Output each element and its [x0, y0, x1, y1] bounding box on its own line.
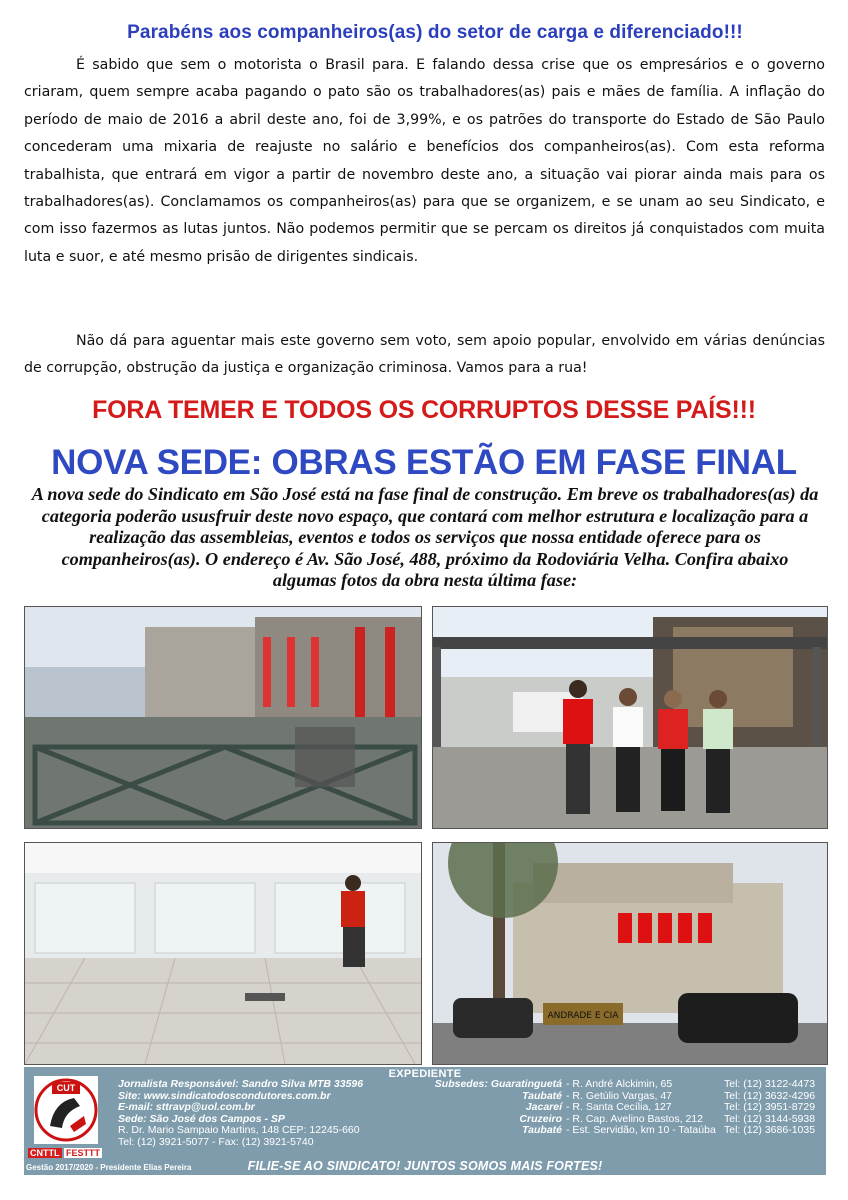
footer-contacts — [118, 1079, 418, 1148]
subsede-row — [424, 1125, 824, 1137]
page-title: Parabéns aos companheiros(as) do setor de carga e diferenciado!!! — [127, 22, 743, 43]
dumpster-text: ANDRADE E CIA — [547, 1011, 619, 1021]
gestao-text: Gestão 2017/2020 - Presidente Elias Pereira — [26, 1163, 192, 1172]
article-paragraph-1: É sabido que sem o motorista o Brasil para. E falando dessa crise que os empresários e o governo criaram, quem sempre acaba pagando o pato são os trabalhadores(as) pais e mães de família. A inflação do período de maio de 2016 a abril deste ano, foi de 3,99%, e os patrões do transporte do Estado de São Paulo concederam uma mixaria de reajuste no salário e benefícios dos companheiros(as). Com esta reforma trabalhista, que entrará em vigor a partir de novembro deste ano, a situação vai piorar ainda mais para os trabalhadores(as). Conclamamos os companheiros(as) para que se organizem, e se unam ao seu Sindicato, e com isso fazermos as lutas juntos. Não podemos permitir que se percam os direitos já conquistados com muita luta e suor, e até mesmo prisão de dirigentes sindicais. — [24, 57, 825, 265]
sede-address: R. Dr. Mario Sampaio Martins, 148 CEP: 12245-660 — [118, 1124, 360, 1136]
photo-building-facade — [24, 606, 422, 829]
subsede-phone: Tel: (12) 3951-8729 — [724, 1101, 816, 1113]
subsede-phone: Tel: (12) 3122-4473 — [724, 1078, 816, 1090]
email-link[interactable]: E-mail: sttravp@uol.com.br — [118, 1101, 255, 1113]
logo-cut-text: CUT — [56, 1083, 76, 1093]
jornalista-text: Jornalista Responsável: Sandro Silva MTB 33596 — [118, 1078, 364, 1090]
subsede-label: Taubaté — [522, 1124, 562, 1136]
festtt-logo: FESTTT — [66, 1148, 100, 1158]
news-headline: NOVA SEDE: OBRAS ESTÃO EM FASE FINAL — [51, 443, 797, 482]
sede-phone: Tel: (12) 3921-5077 - Fax: (12) 3921-5740 — [118, 1135, 314, 1148]
photo-group-at-site — [432, 606, 828, 829]
subsede-label: Cruzeiro — [519, 1112, 562, 1125]
subsede-address: - R. Cap. Avelino Bastos, 212 — [566, 1112, 703, 1125]
political-slogan: FORA TEMER E TODOS OS CORRUPTOS DESSE PAÍS!!! — [92, 396, 756, 424]
subsede-address: - Est. Servidão, km 10 - Tataúba — [566, 1124, 716, 1136]
subsede-label: Jacareí — [525, 1101, 562, 1113]
subsede-address: - R. André Alckimin, 65 — [566, 1078, 673, 1090]
footer-expediente — [24, 1067, 826, 1175]
sede-text: Sede: São José dos Campos - SP — [118, 1112, 285, 1125]
subsede-phone: Tel: (12) 3632-4296 — [724, 1089, 816, 1102]
subsedes-list — [424, 1079, 824, 1137]
site-link[interactable]: Site: www.sindicatodoscondutores.com.br — [118, 1089, 331, 1102]
photo-street-view — [432, 842, 828, 1065]
article-paragraph-2: Não dá para aguentar mais este governo sem voto, sem apoio popular, envolvido em várias denúncias de corrupção, obstrução da justiça e organização criminosa. Vamos para a rua! — [24, 333, 825, 377]
footer-slogan: FILIE-SE AO SINDICATO! JUNTOS SOMOS MAIS FORTES! — [247, 1159, 603, 1173]
footer-title: EXPEDIENTE — [388, 1068, 462, 1080]
union-logo — [34, 1076, 98, 1144]
cnttl-logo: CNTTL — [30, 1148, 60, 1158]
subsede-phone: Tel: (12) 3144-5938 — [724, 1112, 816, 1125]
photo-interior-tiling — [24, 842, 422, 1065]
subsede-row — [424, 1079, 824, 1091]
news-intro: A nova sede do Sindicato em São José está na fase final de construção. Em breve os trabalhadores(as) da categoria poderão ususfruir deste novo espaço, que contará com melhor estrutura e localização para a realização das assembleias, eventos e todos os serviços que nossa entidade oferece para os companheiros(as). O endereço é Av. São José, 488, próximo da Rodoviária Velha. Confira abaixo algumas fotos da obra nesta última fase: — [31, 484, 819, 590]
subsede-label: Subsedes: Guaratinguetá — [434, 1078, 562, 1090]
subsede-phone: Tel: (12) 3686-1035 — [724, 1124, 816, 1136]
subsede-address: - R. Getúlio Vargas, 47 — [566, 1089, 673, 1102]
subsede-address: - R. Santa Cecília, 127 — [566, 1101, 672, 1113]
subsede-row — [424, 1102, 824, 1114]
subsede-label: Taubaté — [522, 1089, 562, 1102]
